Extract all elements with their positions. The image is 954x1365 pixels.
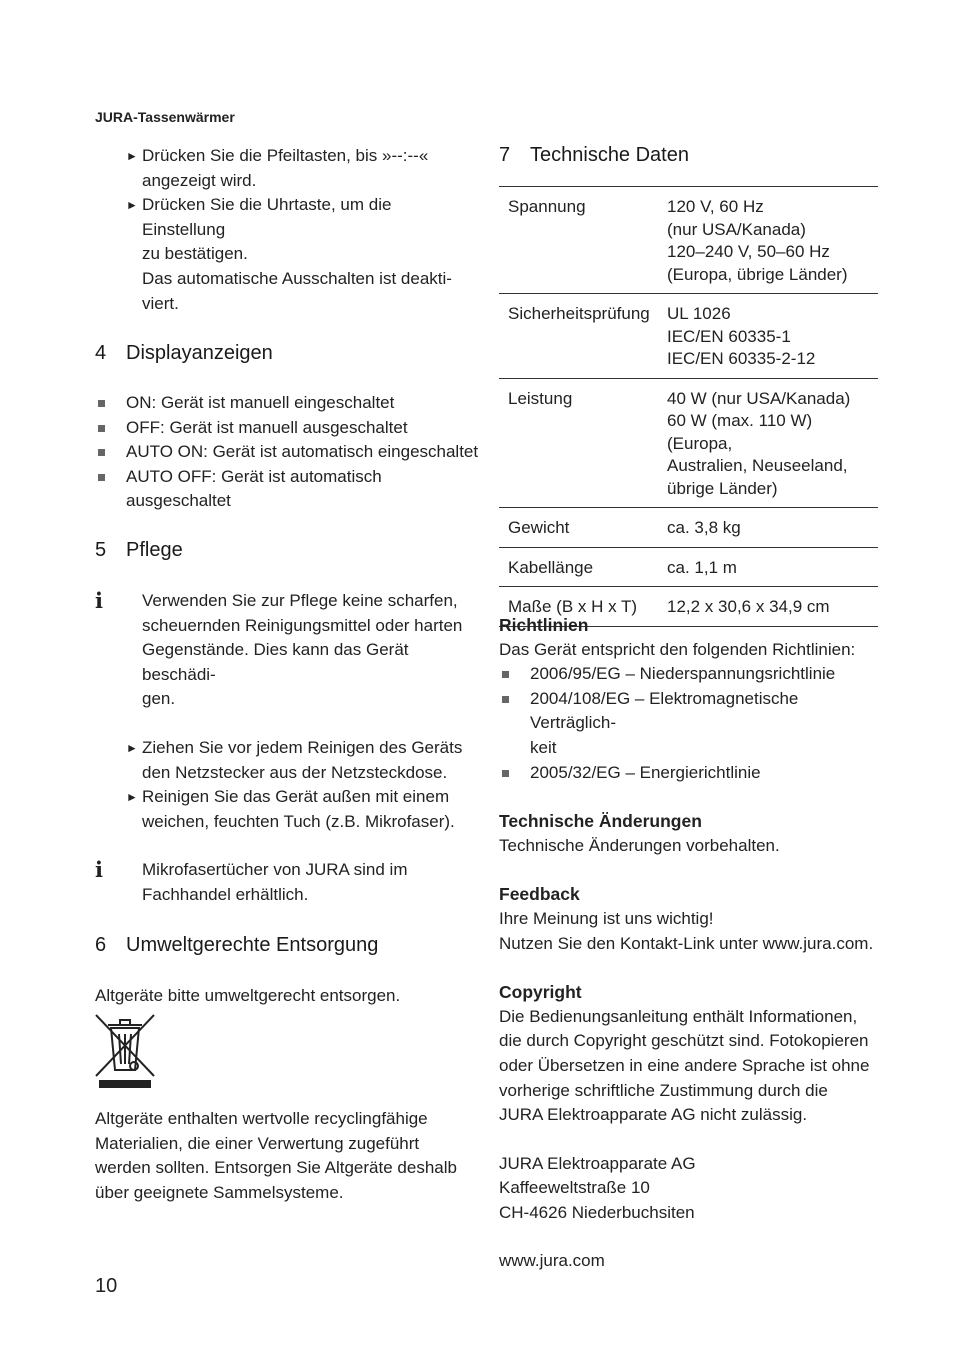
feedback-line: Ihre Meinung ist uns wichtig! bbox=[499, 908, 714, 928]
section-7-heading bbox=[499, 142, 689, 168]
running-header: JURA-Tassenwärmer bbox=[95, 109, 235, 125]
company-street: Kaffeeweltstraße 10 bbox=[499, 1178, 650, 1198]
section-number: 5 bbox=[95, 539, 107, 561]
list-item-text: OFF: Gerät ist manuell ausgeschaltet bbox=[126, 417, 408, 437]
row-value bbox=[658, 547, 878, 587]
table-row bbox=[499, 508, 878, 548]
info-note bbox=[95, 858, 480, 907]
table-row bbox=[499, 294, 878, 379]
value-line: 40 W (nur USA/Kanada) bbox=[667, 388, 851, 408]
text-line: Altgeräte enthalten wertvolle recyclingfähige bbox=[95, 1109, 428, 1128]
list-item bbox=[499, 687, 889, 761]
section-4-heading bbox=[95, 340, 273, 366]
square-bullet-icon bbox=[98, 400, 105, 407]
feedback-heading: Feedback bbox=[499, 884, 580, 905]
crossed-out-bin-icon bbox=[95, 1014, 155, 1090]
list-item-text: 2005/32/EG – Energierichtlinie bbox=[530, 762, 761, 782]
table-row bbox=[499, 187, 878, 294]
copyright-line: Die Bedienungsanleitung enthält Informationen, bbox=[499, 1006, 858, 1026]
value-line: ca. 3,8 kg bbox=[667, 518, 741, 537]
copyright-heading: Copyright bbox=[499, 982, 582, 1003]
row-key: Leistung bbox=[508, 388, 573, 408]
list-item-text: AUTO ON: Gerät ist automatisch eingeschaltet bbox=[126, 442, 479, 462]
list-item-text: AUTO OFF: Gerät ist automatisch ausgeschaltet bbox=[126, 466, 382, 511]
step-item bbox=[95, 785, 480, 834]
value-line: IEC/EN 60335-1 bbox=[667, 326, 791, 346]
section-number: 7 bbox=[499, 144, 511, 166]
text-line: Materialien, die einer Verwertung zugeführt bbox=[95, 1133, 420, 1153]
section-6-heading bbox=[95, 932, 378, 958]
step-line: zu bestätigen. bbox=[142, 244, 248, 264]
disposal-text bbox=[95, 1107, 480, 1205]
copyright-line: JURA Elektroapparate AG nicht zulässig. bbox=[499, 1105, 808, 1125]
list-item-text: 2006/95/EG – Niederspannungsrichtlinie bbox=[530, 664, 836, 684]
step-line: angezeigt wird. bbox=[142, 170, 257, 190]
list-item bbox=[95, 416, 485, 441]
section-number: 4 bbox=[95, 342, 107, 364]
row-value bbox=[658, 508, 878, 548]
company-name: JURA Elektroapparate AG bbox=[499, 1153, 696, 1173]
text-line: werden sollten. Entsorgen Sie Altgeräte deshalb bbox=[95, 1158, 457, 1178]
info-line: scheuernden Reinigungsmittel oder harten bbox=[142, 615, 463, 635]
row-value bbox=[658, 187, 878, 294]
arrow-bullet-icon: ► bbox=[126, 740, 138, 755]
step-line: Reinigen Sie das Gerät außen mit einem bbox=[142, 787, 450, 807]
richtlinien-intro: Das Gerät entspricht den folgenden Richtlinien: bbox=[499, 639, 856, 659]
value-line: 120–240 V, 50–60 Hz bbox=[667, 242, 830, 261]
section-5-heading bbox=[95, 537, 183, 563]
section-title: Umweltgerechte Entsorgung bbox=[126, 934, 379, 956]
info-line: Mikrofasertücher von JURA sind im bbox=[142, 860, 408, 880]
arrow-bullet-icon: ► bbox=[126, 790, 138, 805]
list-item bbox=[499, 662, 889, 687]
step-item bbox=[95, 736, 480, 785]
square-bullet-icon bbox=[98, 449, 105, 456]
value-line: übrige Länder) bbox=[667, 478, 778, 498]
tech-data-table bbox=[499, 187, 878, 627]
left-column bbox=[95, 144, 475, 316]
section-title: Technische Daten bbox=[530, 144, 689, 166]
step-line: Drücken Sie die Pfeiltasten, bis »--:--« bbox=[142, 146, 429, 165]
row-key: Spannung bbox=[508, 197, 586, 216]
step-line: viert. bbox=[142, 293, 179, 313]
richtlinien-heading: Richtlinien bbox=[499, 615, 589, 635]
care-section bbox=[95, 589, 480, 908]
table-row bbox=[499, 547, 878, 587]
step-line: Das automatische Ausschalten ist deakti- bbox=[142, 268, 452, 288]
info-line: Verwenden Sie zur Pflege keine scharfen, bbox=[142, 591, 458, 610]
value-line: 60 W (max. 110 W) (Europa, bbox=[667, 411, 813, 453]
section-number: 6 bbox=[95, 934, 107, 956]
row-key: Gewicht bbox=[508, 518, 570, 537]
value-line: IEC/EN 60335-2-12 bbox=[667, 349, 816, 368]
row-key: Maße (B x H x T) bbox=[508, 597, 638, 616]
aenderungen-text: Technische Änderungen vorbehalten. bbox=[499, 835, 780, 855]
square-bullet-icon bbox=[98, 474, 105, 481]
copyright-line: vorherige schriftliche Zustimmung durch die bbox=[499, 1080, 828, 1100]
section-title: Pflege bbox=[126, 539, 183, 561]
text-line: über geeignete Sammelsysteme. bbox=[95, 1182, 344, 1202]
section-title: Displayanzeigen bbox=[126, 342, 273, 364]
list-item-text: keit bbox=[530, 737, 557, 757]
list-item bbox=[95, 465, 485, 514]
step-item bbox=[95, 193, 475, 316]
disposal-intro: Altgeräte bitte umweltgerecht entsorgen. bbox=[95, 986, 401, 1005]
step-line: Drücken Sie die Uhrtaste, um die Einstellung bbox=[142, 195, 392, 239]
step-item bbox=[95, 144, 475, 193]
info-line: gen. bbox=[142, 689, 176, 709]
value-line: Australien, Neuseeland, bbox=[667, 456, 848, 475]
aenderungen-heading: Technische Änderungen bbox=[499, 811, 702, 832]
list-item bbox=[499, 761, 889, 786]
list-item bbox=[95, 440, 485, 465]
square-bullet-icon bbox=[98, 425, 105, 432]
row-value bbox=[658, 378, 878, 508]
value-line: ca. 1,1 m bbox=[667, 557, 737, 577]
info-line: Fachhandel erhältlich. bbox=[142, 884, 309, 904]
value-line: 12,2 x 30,6 x 34,9 cm bbox=[667, 597, 830, 616]
step-line: Ziehen Sie vor jedem Reinigen des Geräts bbox=[142, 737, 463, 757]
row-key: Sicherheitsprüfung bbox=[508, 304, 650, 323]
display-list bbox=[95, 391, 485, 514]
step-line: den Netzstecker aus der Netzsteckdose. bbox=[142, 762, 448, 782]
square-bullet-icon bbox=[502, 770, 509, 777]
step-line: weichen, feuchten Tuch (z.B. Mikrofaser). bbox=[142, 811, 455, 831]
row-value bbox=[658, 294, 878, 379]
page-number: 10 bbox=[95, 1275, 118, 1297]
list-item bbox=[95, 391, 485, 416]
copyright-line: die durch Copyright geschützt sind. Fotokopieren bbox=[499, 1031, 869, 1051]
row-key: Kabellänge bbox=[508, 557, 594, 577]
table-row bbox=[499, 378, 878, 508]
info-icon: i bbox=[95, 588, 103, 613]
info-line: Gegenstände. Dies kann das Gerät beschädi- bbox=[142, 640, 409, 684]
info-note bbox=[95, 589, 480, 712]
value-line: (Europa, übrige Länder) bbox=[667, 264, 848, 284]
copyright-line: oder Übersetzen in eine andere Sprache ist ohne bbox=[499, 1055, 870, 1075]
list-item-text: ON: Gerät ist manuell eingeschaltet bbox=[126, 393, 395, 412]
value-line: (nur USA/Kanada) bbox=[667, 219, 806, 239]
arrow-bullet-icon: ► bbox=[126, 149, 138, 163]
square-bullet-icon bbox=[502, 696, 509, 703]
value-line: UL 1026 bbox=[667, 304, 731, 323]
tech-table-wrap bbox=[499, 186, 878, 627]
list-item-text: 2004/108/EG – Elektromagnetische Verträglich- bbox=[530, 688, 799, 733]
right-text-column bbox=[499, 613, 889, 1274]
arrow-bullet-icon: ► bbox=[126, 198, 138, 213]
website-link[interactable]: www.jura.com bbox=[499, 1251, 605, 1271]
square-bullet-icon bbox=[502, 671, 509, 678]
value-line: 120 V, 60 Hz bbox=[667, 197, 764, 216]
info-icon: i bbox=[95, 857, 103, 883]
company-city: CH-4626 Niederbuchsiten bbox=[499, 1202, 695, 1222]
feedback-line: Nutzen Sie den Kontakt-Link unter www.jura.com. bbox=[499, 933, 874, 953]
